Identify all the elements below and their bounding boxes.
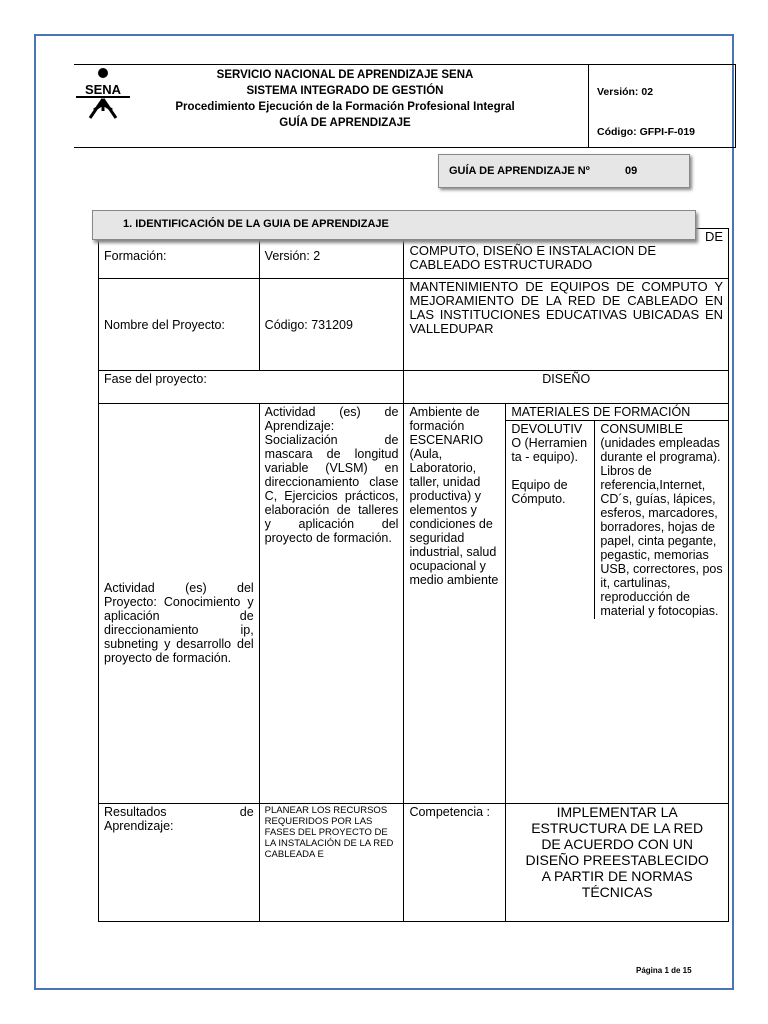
actividad-proyecto: Actividad (es) del Proyecto: Conocimiento y aplicación de direccionamiento ip, subneting y desarrollo del proyecto de formación.	[104, 581, 254, 665]
row-resultados	[99, 804, 729, 922]
section-title: 1. IDENTIFICACIÓN DE LA GUIA DE APRENDIZAJE	[92, 210, 696, 240]
actividad-proyecto-cell	[99, 404, 260, 804]
logo-text: SENA	[84, 82, 122, 97]
guia-number-box	[438, 154, 690, 188]
identification-table	[98, 228, 729, 922]
materiales-cell	[506, 404, 729, 804]
row-actividades	[99, 404, 729, 804]
fase-label: Fase del proyecto:	[99, 371, 404, 404]
page-number: Página 1 de 15	[636, 966, 692, 975]
competencia-value: IMPLEMENTAR LA ESTRUCTURA DE LA RED DE ACUERDO CON UN DISEÑO PREESTABLECIDO A PARTIR DE NORMAS TÉCNICAS	[506, 804, 729, 922]
resultados-value: PLANEAR LOS RECURSOS REQUERIDOS POR LAS FASES DEL PROYECTO DE LA INSTALACIÓN DE LA RED CABLEADA E	[259, 804, 404, 922]
proyecto-value: MANTENIMIENTO DE EQUIPOS DE COMPUTO Y MEJORAMIENTO DE LA RED DE CABLEADO EN LAS INSTITUCIONES EDUCATIVAS UBICADAS EN VALLEDUPAR	[404, 279, 729, 371]
devolutivo-cell	[506, 421, 595, 619]
devolutivo-item: Equipo de Cómputo.	[511, 478, 568, 506]
header-line3: Procedimiento Ejecución de la Formación Profesional Integral	[175, 101, 515, 113]
fase-value: DISEÑO	[404, 371, 729, 404]
formacion-label: Formación:	[99, 229, 260, 279]
resultados-label: Resultados de Aprendizaje:	[99, 804, 260, 922]
competencia-label: Competencia :	[404, 804, 506, 922]
materiales-subtable	[506, 421, 728, 619]
header-line1: SERVICIO NACIONAL DE APRENDIZAJE SENA	[216, 69, 474, 81]
guia-number: 09	[625, 165, 638, 177]
formacion-version: Versión: 2	[259, 229, 404, 279]
actividad-aprendizaje-cell	[259, 404, 404, 804]
code-label: Código: GFPI-F-019	[597, 126, 695, 138]
header-line4: GUÍA DE APRENDIZAJE	[279, 117, 411, 129]
formacion-value-top: DE	[704, 229, 723, 244]
proyecto-label: Nombre del Proyecto:	[99, 279, 260, 371]
proyecto-code: Código: 731209	[259, 279, 404, 371]
actividad-aprendizaje: Actividad (es) de Aprendizaje: Socialización de mascara de longitud variable (VLSM) en direccionamiento clase C, Ejercicios prácticos, elaboración de talleres y aplicación del proyecto de formación.	[264, 405, 399, 545]
ambiente-formacion: Ambiente de formación ESCENARIO (Aula, Laboratorio, taller, unidad productiva) y elementos y condiciones de seguridad industrial, salud ocupacional y medio ambiente	[404, 404, 506, 804]
version-label: Versión: 02	[597, 86, 654, 98]
header-line2: SISTEMA INTEGRADO DE GESTIÓN	[246, 85, 444, 97]
row-proyecto	[99, 279, 729, 371]
consumible-text: CONSUMIBLE (unidades empleadas durante el programa). Libros de referencia,Internet, CD´s, guías, lápices, esferos, marcadores, borradores, hojas de papel, cinta pegante, pegastic, memorias USB, correctores, pos it, cartulinas, reproducción de material y fotocopias.	[600, 422, 723, 618]
guia-label: GUÍA DE APRENDIZAJE Nº	[449, 165, 590, 177]
row-fase	[99, 371, 729, 404]
formacion-value: COMPUTO, DISEÑO E INSTALACION DE CABLEADO ESTRUCTURADO	[409, 243, 656, 272]
devolutivo-text: DEVOLUTIVO (Herramienta - equipo).	[511, 422, 588, 464]
materiales-header: MATERIALES DE FORMACIÓN	[506, 404, 728, 421]
